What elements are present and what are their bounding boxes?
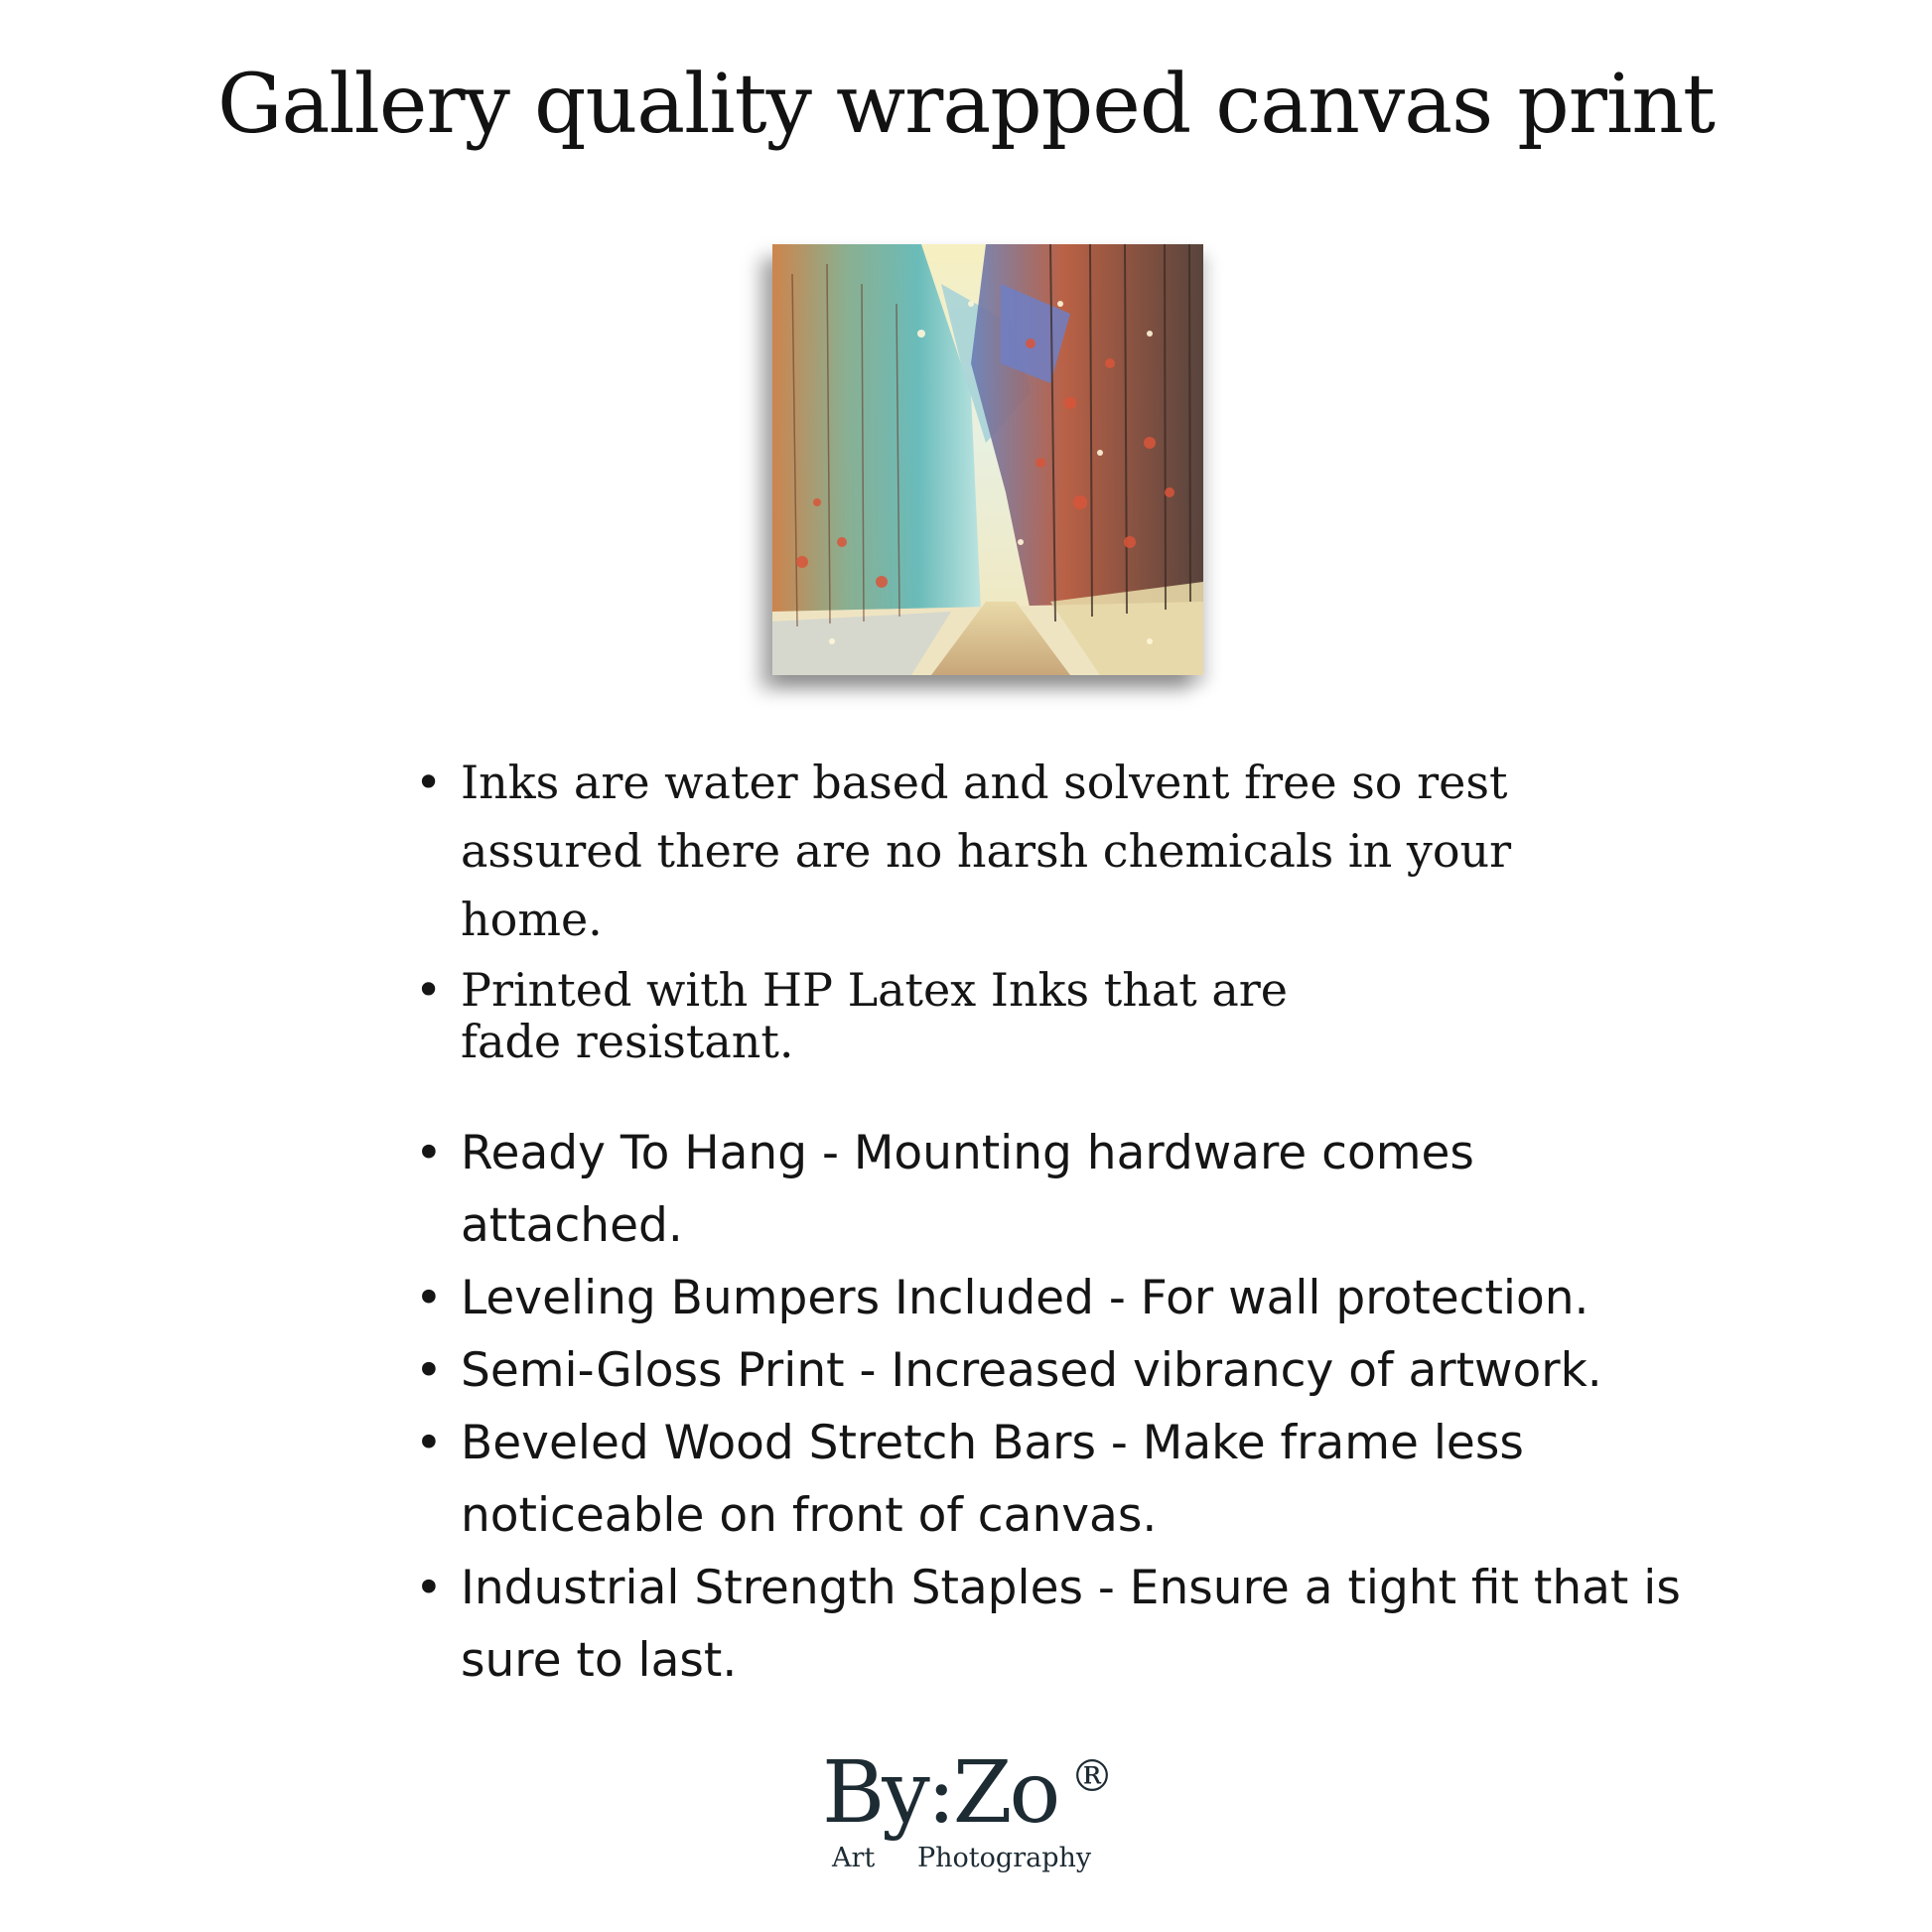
canvas-print-image [772, 244, 1203, 675]
list-item: • Leveling Bumpers Included - For wall protection. [415, 1262, 1706, 1334]
page-title: Gallery quality wrapped canvas print [217, 58, 1715, 152]
registered-mark: ® [1070, 1751, 1114, 1802]
list-item: • Beveled Wood Stretch Bars - Make frame less noticeable on front of canvas. [415, 1407, 1632, 1552]
hardware-feature-list [415, 1117, 1706, 1697]
list-item: • Industrial Strength Staples - Ensure a tight fit that is sure to last. [415, 1552, 1741, 1697]
list-item: • Printed with HP Latex Inks that are fade resistant. [415, 964, 1374, 1067]
ink-feature-list [415, 749, 1646, 1077]
byzo-logo [814, 1743, 1132, 1886]
logo-photography-text: Photography [917, 1843, 1092, 1873]
forest-road-painting [772, 244, 1203, 675]
list-item: • Semi-Gloss Print - Increased vibrancy of artwork. [415, 1334, 1706, 1407]
list-item: • Ready To Hang - Mounting hardware comes attached. [415, 1117, 1612, 1262]
logo-art-text: Art [832, 1843, 876, 1873]
logo-main-text: By:Zo [822, 1743, 1058, 1843]
list-item: • Inks are water based and solvent free so rest assured there are no harsh chemicals in your home. [415, 749, 1646, 954]
